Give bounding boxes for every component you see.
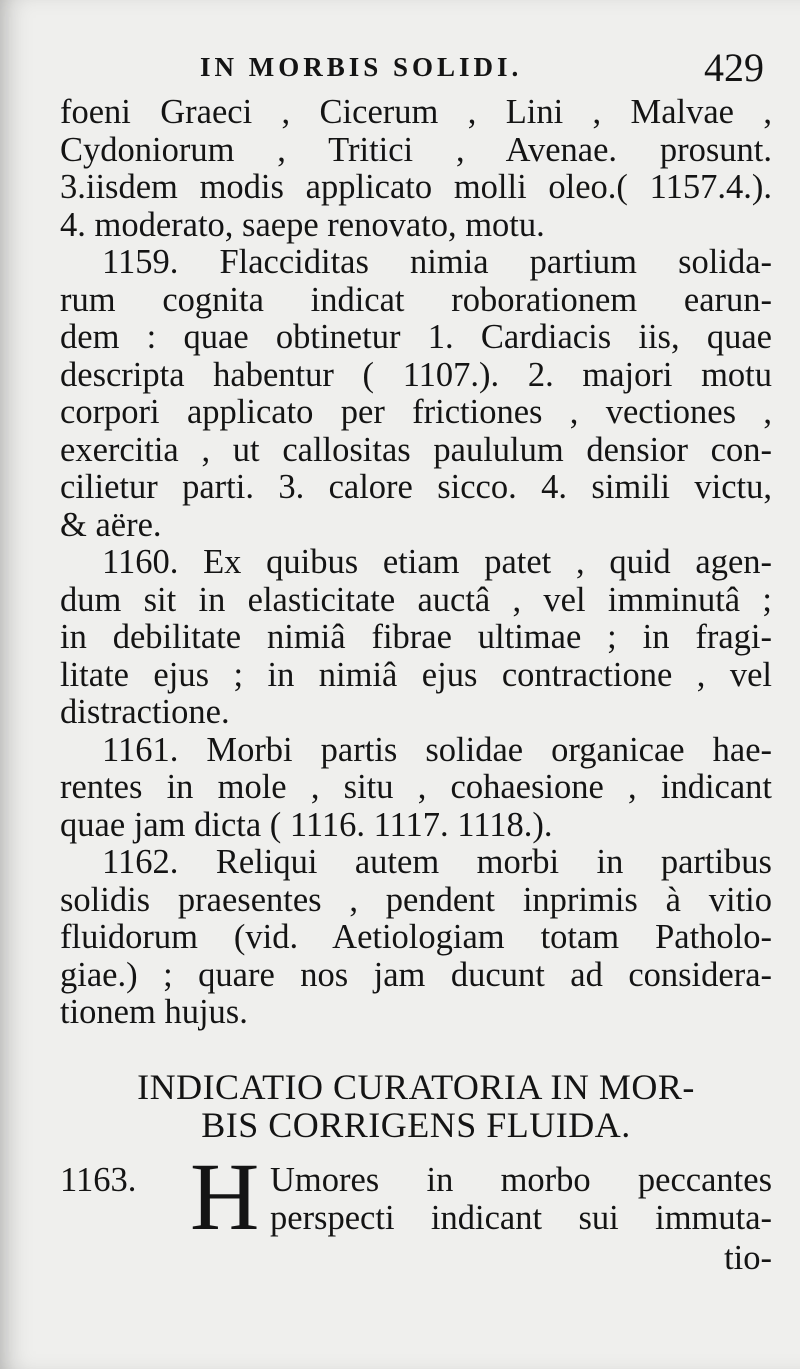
text-line: rentes in mole , situ , cohaesione , indicant	[60, 768, 772, 806]
text-line: 1160. Ex quibus etiam patet , quid agen-	[102, 543, 772, 581]
heading-line: BIS CORRIGENS FLUIDA.	[201, 1104, 631, 1145]
paragraph-number: 1163.	[60, 1160, 137, 1199]
text-line: corpori applicato per frictiones , vectiones ,	[60, 393, 772, 431]
text-line: Cydoniorum , Tritici , Avenae. prosunt.	[60, 130, 772, 169]
text-line: rum cognita indicat roborationem earun-	[60, 280, 772, 319]
paragraph-continued	[60, 94, 772, 244]
text-line: litate ejus ; in nimiâ ejus contractione , vel	[60, 655, 772, 694]
text-line: Umores in morbo peccantes	[270, 1160, 772, 1199]
text-line: fluidorum (vid. Aetiologiam totam Patholo-	[60, 918, 772, 956]
text-line: perspecti indicant sui immuta-	[270, 1198, 772, 1237]
text-line: quae jam dicta ( 1116. 1117. 1118.).	[60, 805, 553, 844]
section-heading	[60, 1068, 772, 1144]
text-line: dem : quae obtinetur 1. Cardiacis iis, quae	[60, 318, 772, 356]
text-line: 1159. Flacciditas nimia partium solida-	[102, 243, 772, 281]
heading-line: INDICATIO CURATORIA IN MOR-	[137, 1066, 695, 1107]
catchword: tio-	[724, 1238, 772, 1277]
paragraph-1159	[60, 244, 772, 544]
text-line: solidis praesentes , pendent inprimis à vitio	[60, 880, 772, 919]
running-head: IN MORBIS SOLIDI.	[200, 52, 523, 82]
paragraph-1162	[60, 844, 772, 1032]
text-line: foeni Graeci , Cicerum , Lini , Malvae ,	[60, 93, 772, 131]
text-line: 3.iisdem modis applicato molli oleo.( 1157.4.).	[60, 168, 772, 206]
text-line: tionem hujus.	[60, 993, 248, 1031]
text-line: descripta habentur ( 1107.). 2. majori motu	[60, 355, 772, 394]
text-line: giae.) ; quare nos jam ducunt ad considera-	[60, 955, 772, 994]
text-line: dum sit in elasticitate auctâ , vel imminutâ ;	[60, 580, 772, 619]
text-line: in debilitate nimiâ fibrae ultimae ; in fragi-	[60, 618, 772, 656]
paragraph-1160	[60, 544, 772, 732]
text-line: 1162. Reliqui autem morbi in partibus	[102, 843, 772, 881]
text-line: distractione.	[60, 693, 230, 731]
drop-cap: H	[190, 1142, 260, 1250]
text-line: 1161. Morbi partis solidae organicae hae-	[102, 730, 772, 769]
page-number: 429	[704, 45, 764, 90]
text-line: exercitia , ut callositas paululum densior con-	[60, 430, 772, 469]
paragraph-1163	[60, 1142, 772, 1278]
text-line: & aëre.	[60, 505, 162, 544]
text-line: cilietur parti. 3. calore sicco. 4. simili victu,	[60, 468, 772, 506]
paragraph-1161	[60, 732, 772, 845]
page-body	[60, 94, 772, 1278]
text-line: 4. moderato, saepe renovato, motu.	[60, 205, 545, 244]
